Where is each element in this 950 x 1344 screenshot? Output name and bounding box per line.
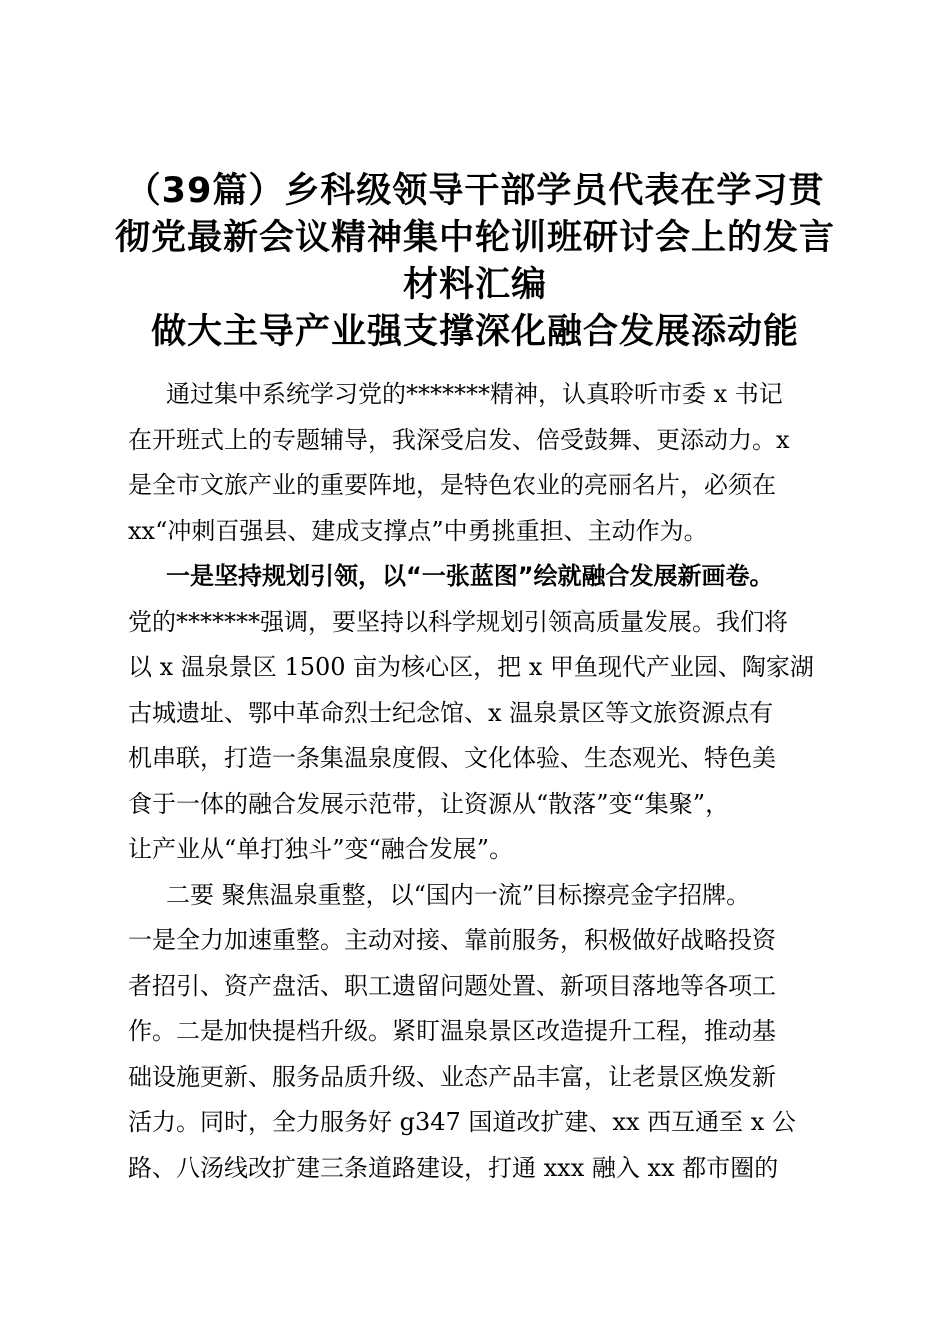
- paragraph-line: 机串联，打造一条集温泉度假、文化体验、生态观光、特色美: [128, 744, 776, 772]
- paragraph-line: 食于一体的融合发展示范带，让资源从“散落”变“集聚”，: [128, 789, 730, 818]
- document-title: [110, 168, 840, 356]
- paragraph-line: 党的*******强调，要坚持以科学规划引领高质量发展。我们将: [128, 607, 788, 636]
- title-line-1: （39篇）乡科级领导干部学员代表在学习贯: [125, 171, 825, 211]
- paragraph-hot-spring: [128, 873, 828, 1192]
- paragraph-line: 在开班式上的专题辅导，我深受启发、倍受鼓舞、更添动力。x: [128, 425, 790, 454]
- paragraph-line: 一是全力加速重整。主动对接、靠前服务，积极做好战略投资: [128, 926, 776, 954]
- document-body: [128, 372, 828, 1191]
- paragraph-planning: [128, 554, 828, 873]
- paragraph-line: 让产业从“单打独斗”变“融合发展”。: [128, 835, 514, 863]
- subtitle: 做大主导产业强支撑深化融合发展添动能: [150, 312, 799, 352]
- paragraph-line: 作。二是加快提档升级。紧盯温泉景区改造提升工程，推动基: [128, 1017, 776, 1045]
- section-heading: 一是坚持规划引领，以“一张蓝图”绘就融合发展新画卷。: [166, 562, 774, 590]
- paragraph-line: 活力。同时，全力服务好 g347 国道改扩建、xx 西互通至 x 公: [128, 1108, 796, 1136]
- paragraph-line: xx“冲刺百强县、建成支撑点”中勇挑重担、主动作为。: [128, 516, 708, 545]
- paragraph-line: 是全市文旅产业的重要阵地，是特色农业的亮丽名片，必须在: [128, 471, 776, 499]
- title-line-2: 彻党最新会议精神集中轮训班研讨会上的发言: [114, 218, 835, 258]
- paragraph-line: 者招引、资产盘活、职工遗留问题处置、新项目落地等各项工: [128, 971, 776, 1000]
- paragraph-intro: [128, 372, 828, 554]
- paragraph-line: 古城遗址、鄂中革命烈士纪念馆、x 温泉景区等文旅资源点有: [128, 698, 774, 727]
- paragraph-line: 二要 聚焦温泉重整，以“国内一流”目标擦亮金字招牌。: [166, 880, 751, 909]
- paragraph-line: 础设施更新、服务品质升级、业态产品丰富，让老景区焕发新: [128, 1062, 776, 1091]
- title-line-3: 材料汇编: [402, 265, 547, 305]
- paragraph-line: 通过集中系统学习党的*******精神，认真聆听市委 x 书记: [166, 380, 783, 408]
- paragraph-line: 以 x 温泉景区 1500 亩为核心区，把 x 甲鱼现代产业园、陶家湖: [128, 653, 814, 681]
- paragraph-line: 路、八汤线改扩建三条道路建设，打通 xxx 融入 xx 都市圈的: [128, 1153, 779, 1182]
